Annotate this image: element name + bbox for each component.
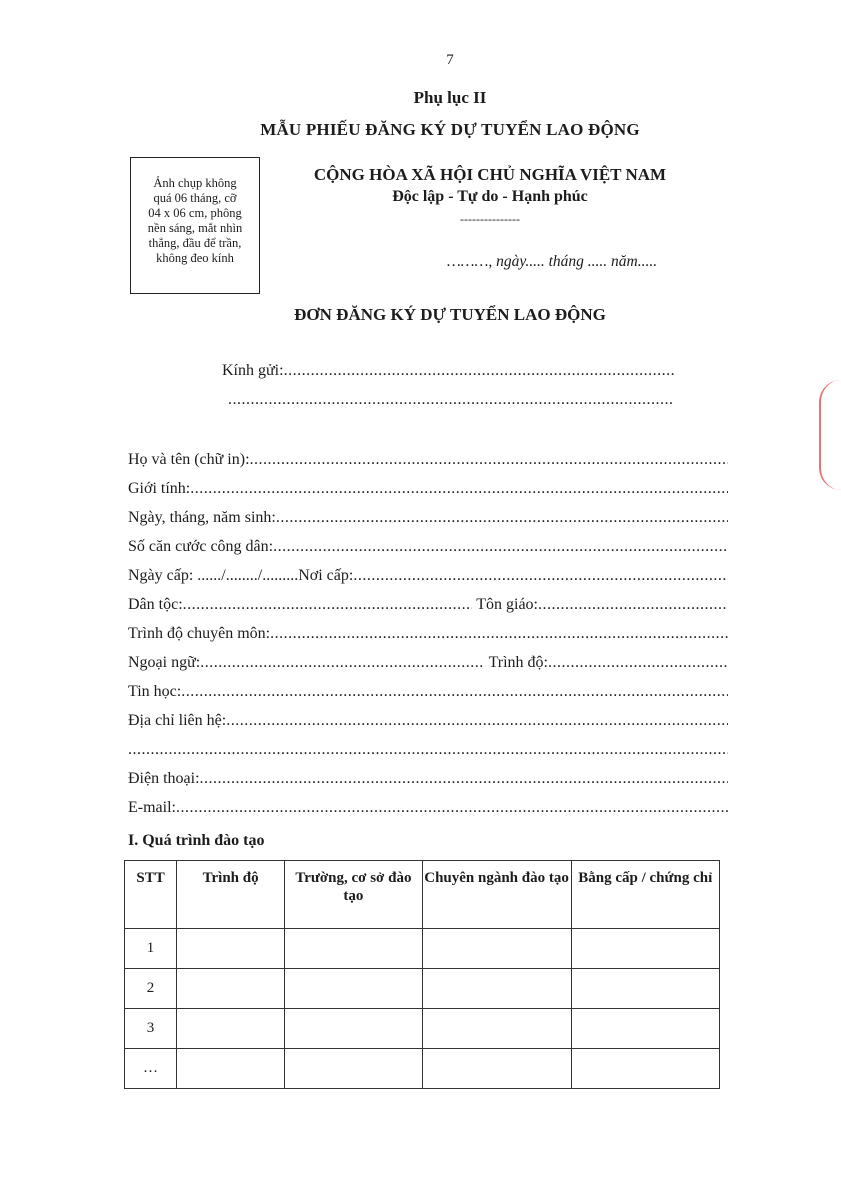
phone-field[interactable] <box>128 770 728 788</box>
col-header-school: Trường, cơ sở đào tạo <box>285 861 422 929</box>
table-cell[interactable] <box>285 1049 422 1089</box>
address-field[interactable] <box>128 712 728 730</box>
it-field[interactable] <box>128 683 728 701</box>
date-line: ………, ngày..... tháng ..... năm..... <box>447 253 658 270</box>
training-table <box>124 860 720 1089</box>
issue-place-label: Nơi cấp: <box>298 567 354 584</box>
row-number: 2 <box>125 969 177 1009</box>
addressee-field[interactable] <box>222 362 674 380</box>
religion-label: Tôn giáo: <box>476 596 538 613</box>
dotted-line <box>200 654 484 672</box>
dob-label: Ngày, tháng, năm sinh: <box>128 509 276 526</box>
table-cell[interactable] <box>422 1049 571 1089</box>
motto-underline: --------------- <box>460 212 520 226</box>
photo-note-line: thẳng, đầu để trần, <box>148 236 242 250</box>
table-row <box>125 1009 720 1049</box>
red-stamp-mark <box>819 380 841 490</box>
issue-date-label: Ngày cấp: ....../......../......... <box>128 567 299 584</box>
gender-field[interactable] <box>128 480 728 498</box>
table-cell[interactable] <box>571 969 720 1009</box>
row-number: 3 <box>125 1009 177 1049</box>
dotted-line <box>270 625 728 643</box>
qualification-field[interactable] <box>128 625 728 643</box>
table-cell[interactable] <box>422 969 571 1009</box>
dotted-line <box>181 683 728 701</box>
table-cell[interactable] <box>177 1049 285 1089</box>
page-number: 7 <box>446 52 454 68</box>
addressee-dots <box>284 362 674 380</box>
photo-note-line: không đeo kính <box>156 251 234 265</box>
ethnicity-label: Dân tộc: <box>128 596 183 613</box>
table-cell[interactable] <box>571 1049 720 1089</box>
table-cell[interactable] <box>177 969 285 1009</box>
table-cell[interactable] <box>177 1009 285 1049</box>
citizen-id-label: Số căn cước công dân: <box>128 538 274 555</box>
nation-name: CỘNG HÒA XÃ HỘI CHỦ NGHĨA VIỆT NAM <box>313 165 667 184</box>
col-header-major: Chuyên ngành đào tạo <box>422 861 571 929</box>
national-motto: Độc lập - Tự do - Hạnh phúc <box>392 188 588 205</box>
table-cell[interactable] <box>571 1009 720 1049</box>
qualification-label: Trình độ chuyên môn: <box>128 625 271 642</box>
table-cell[interactable] <box>571 929 720 969</box>
table-row <box>125 929 720 969</box>
dotted-line <box>128 741 728 759</box>
table-row <box>125 969 720 1009</box>
language-field[interactable] <box>128 654 728 672</box>
full-name-label: Họ và tên (chữ in): <box>128 451 250 468</box>
row-number: 1 <box>125 929 177 969</box>
it-label: Tin học: <box>128 683 182 700</box>
col-header-certificate: Bằng cấp / chứng chỉ <box>571 861 720 929</box>
level-label: Trình độ: <box>488 654 548 671</box>
table-cell[interactable] <box>422 1009 571 1049</box>
dotted-line <box>276 509 728 527</box>
table-cell[interactable] <box>285 969 422 1009</box>
photo-note-line: nền sáng, mắt nhìn <box>147 221 243 235</box>
address-field-line2[interactable] <box>128 741 728 759</box>
dotted-line <box>183 596 473 614</box>
addressee-field-line2[interactable] <box>228 391 674 409</box>
table-cell[interactable] <box>285 929 422 969</box>
table-row <box>125 1049 720 1089</box>
dotted-line <box>538 596 728 614</box>
col-header-stt: STT <box>125 861 177 929</box>
photo-note-line: Ảnh chụp không <box>153 176 237 190</box>
table-cell[interactable] <box>177 929 285 969</box>
email-field[interactable] <box>128 799 728 817</box>
email-label: E-mail: <box>128 799 176 816</box>
form-title: MẪU PHIẾU ĐĂNG KÝ DỰ TUYỂN LAO ĐỘNG <box>260 120 640 139</box>
dotted-line <box>200 770 728 788</box>
ethnicity-religion-field[interactable] <box>128 596 728 614</box>
dotted-line <box>226 712 728 730</box>
application-title: ĐƠN ĐĂNG KÝ DỰ TUYỂN LAO ĐỘNG <box>294 305 606 324</box>
addressee-label: Kính gửi: <box>222 362 284 379</box>
col-header-level: Trình độ <box>177 861 285 929</box>
addressee-dots <box>228 391 674 409</box>
photo-note-line: quá 06 tháng, cỡ <box>153 191 237 205</box>
dotted-line <box>273 538 728 556</box>
foreign-language-label: Ngoại ngữ: <box>128 654 201 671</box>
training-section-title: I. Quá trình đào tạo <box>128 832 265 849</box>
phone-label: Điện thoại: <box>128 770 200 787</box>
dotted-line <box>353 567 728 585</box>
table-cell[interactable] <box>422 929 571 969</box>
full-name-field[interactable] <box>128 451 728 469</box>
dotted-line <box>190 480 728 498</box>
appendix-label: Phụ lục II <box>413 88 487 107</box>
dob-field[interactable] <box>128 509 728 527</box>
dotted-line <box>250 451 728 469</box>
photo-note-line: 04 x 06 cm, phông <box>148 206 242 220</box>
gender-label: Giới tính: <box>128 480 191 497</box>
citizen-id-field[interactable] <box>128 538 728 556</box>
address-label: Địa chỉ liên hệ: <box>128 712 227 729</box>
row-number: … <box>125 1049 177 1089</box>
table-header-row <box>125 861 720 929</box>
issue-field[interactable] <box>128 567 728 585</box>
photo-placeholder-box <box>130 157 260 294</box>
dotted-line <box>548 654 728 672</box>
table-cell[interactable] <box>285 1009 422 1049</box>
dotted-line <box>176 799 728 817</box>
